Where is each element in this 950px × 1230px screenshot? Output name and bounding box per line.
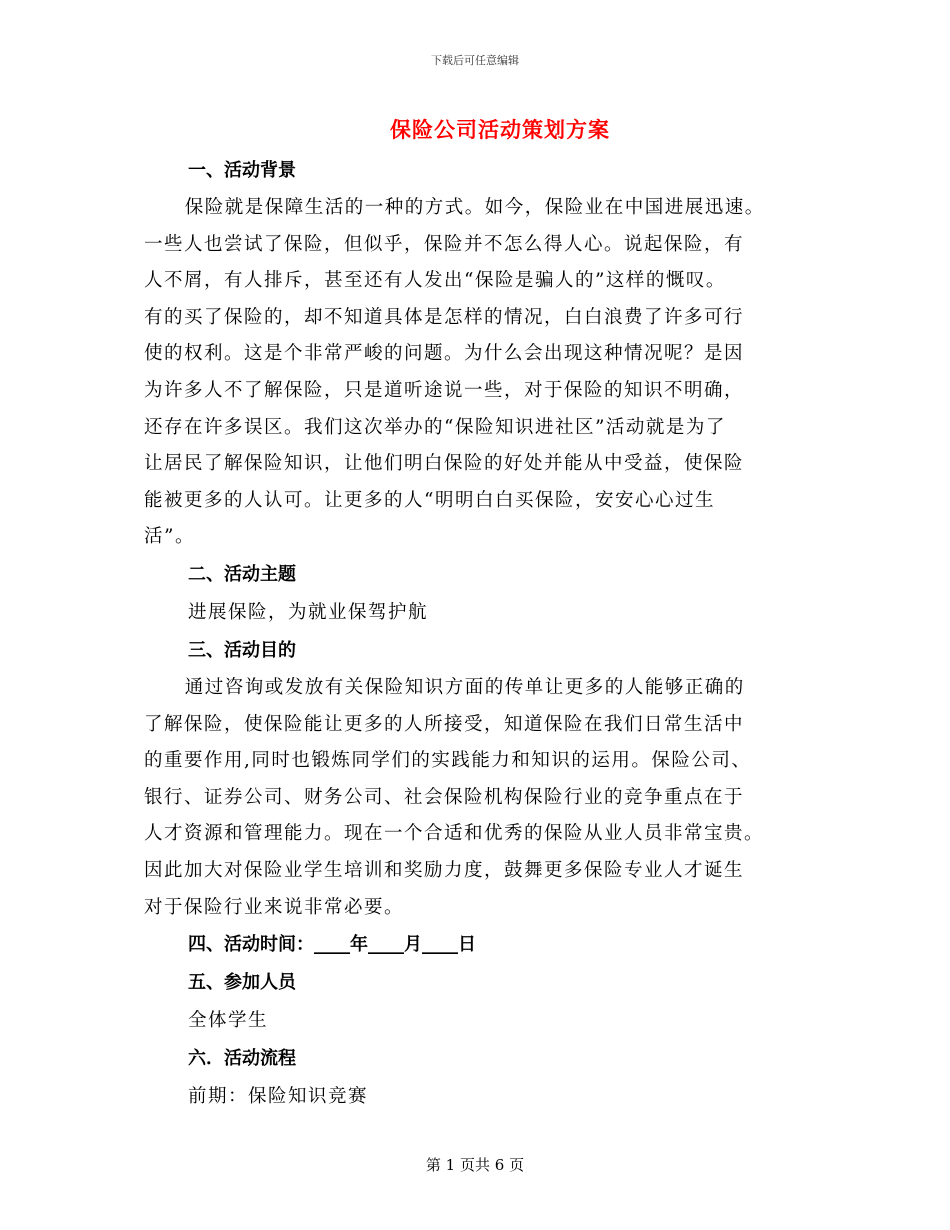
- paragraph-line: 为许多人不了解保险，只是道听途说一些，对于保险的知识不明确，: [144, 379, 745, 401]
- paragraph-line: 让居民了解保险知识，让他们明白保险的好处并能从中受益，使保险: [144, 453, 745, 475]
- document-body: [144, 152, 824, 1116]
- section-text-theme: 进展保险，为就业保驾护航: [188, 601, 429, 623]
- paragraph-line: 有的买了保险的，却不知道具体是怎样的情况，白白浪费了许多可行: [144, 306, 745, 328]
- paragraph-line: 对于保险行业来说非常必要。: [144, 896, 405, 918]
- page-number-footer: 第 1 页共 6 页: [425, 1156, 525, 1174]
- section-heading-participants: 五、参加人员: [188, 972, 296, 994]
- section-heading-theme: 二、活动主题: [188, 563, 296, 585]
- section-heading-background: 一、活动背景: [188, 160, 296, 181]
- section-text-process: 前期：保险知识竞赛: [188, 1086, 369, 1108]
- section-paragraph-background: [144, 190, 824, 556]
- paragraph-line: 通过咨询或发放有关保险知识方面的传单让更多的人能够正确的: [184, 676, 745, 698]
- section-heading-time: 四、活动时间：____年____月____日: [188, 934, 476, 956]
- paragraph-line: 因此加大对保险业学生培训和奖励力度，鼓舞更多保险专业人才诞生: [144, 859, 745, 881]
- header-note: 下载后可任意编辑: [431, 54, 519, 67]
- paragraph-line: 能被更多的人认可。让更多的人“明明白白买保险，安安心心过生: [144, 489, 715, 511]
- section-heading-purpose: 三、活动目的: [188, 639, 296, 661]
- paragraph-line: 银行、证券公司、财务公司、社会保险机构保险行业的竞争重点在于: [144, 786, 745, 808]
- section-text-participants: 全体学生: [188, 1010, 269, 1032]
- page-title: 保险公司活动策划方案: [390, 117, 610, 142]
- paragraph-line: 的重要作用,同时也锻炼同学们的实践能力和知识的运用。保险公司、: [144, 750, 752, 772]
- paragraph-line: 保险就是保障生活的一种的方式。如今，保险业在中国进展迅速。: [184, 197, 765, 218]
- paragraph-line: 人不屑，有人排斥，甚至还有人发出“保险是骗人的”这样的慨叹。: [144, 270, 726, 292]
- paragraph-line: 活”。: [144, 526, 195, 548]
- section-heading-process: 六．活动流程: [188, 1048, 296, 1070]
- paragraph-line: 人才资源和管理能力。现在一个合适和优秀的保险从业人员非常宝贵。: [144, 823, 765, 845]
- paragraph-line: 一些人也尝试了保险，但似乎，保险并不怎么得人心。说起保险，有: [144, 233, 745, 255]
- section-paragraph-purpose: [144, 670, 824, 926]
- paragraph-line: 还存在许多误区。我们这次举办的“保险知识进社区”活动就是为了: [144, 416, 726, 438]
- paragraph-line: 了解保险，使保险能让更多的人所接受，知道保险在我们日常生活中: [144, 713, 745, 735]
- paragraph-line: 使的权利。这是个非常严峻的问题。为什么会出现这种情况呢？是因: [144, 343, 745, 365]
